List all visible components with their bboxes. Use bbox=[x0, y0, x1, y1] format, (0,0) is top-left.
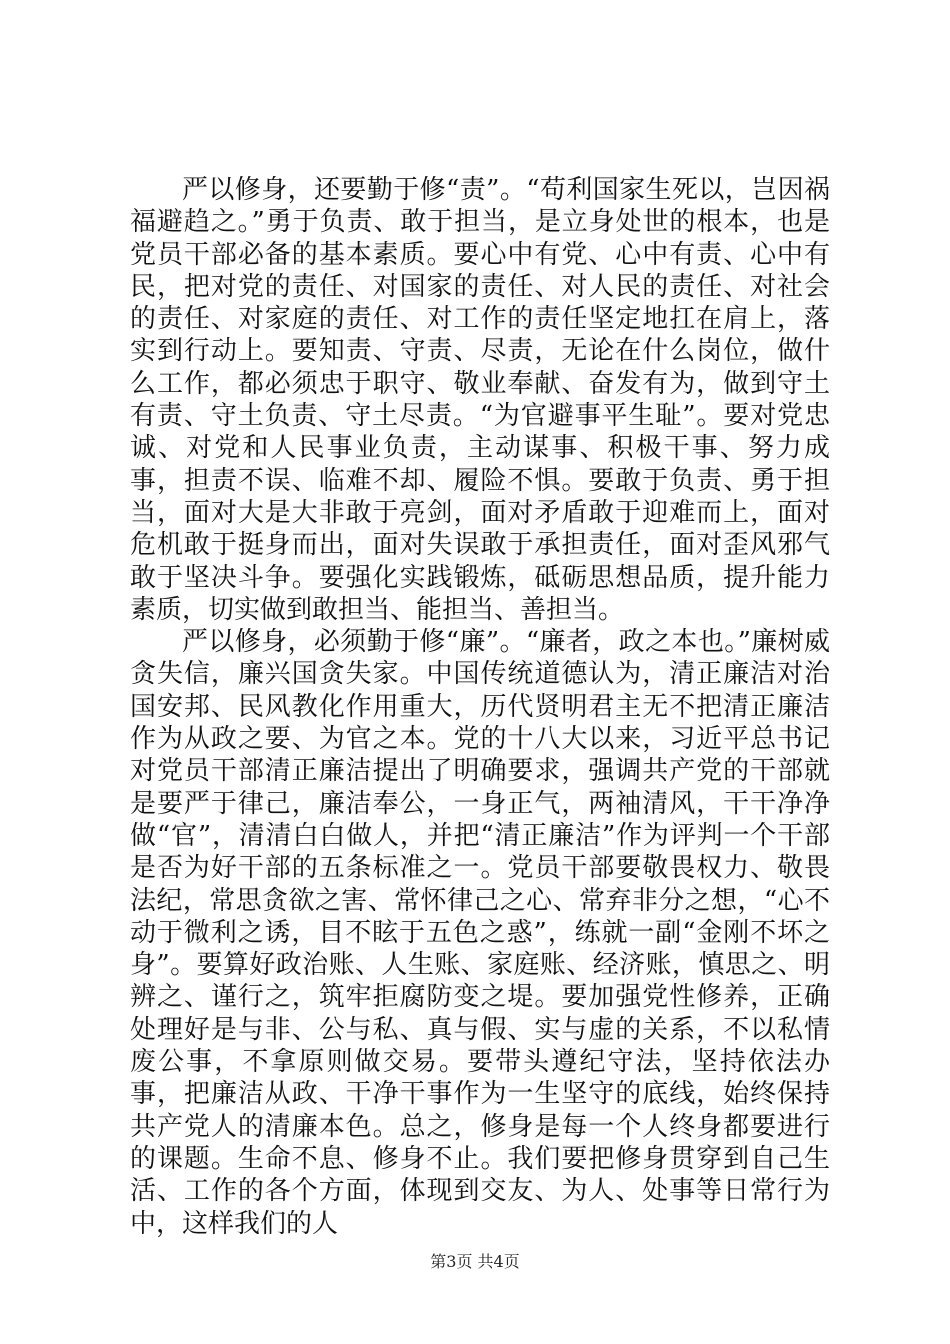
paragraph-responsibility: 严以修身，还要勤于修“责”。“苟利国家生死以，岂因祸福避趋之。”勇于负责、敢于担当，是立身处世的根本，也是党员干部必备的基本素质。要心中有党、心中有责、心中有民，把对党的责任、对国家的责任、对人民的责任、对社会的责任、对家庭的责任、对工作的责任坚定地扛在肩上，落实到行动上。要知责、守责、尽责，无论在什么岗位，做什么工作，都必须忠于职守、敬业奉献、奋发有为，做到守土有责、守土负责、守土尽责。“为官避事平生耻”。要对党忠诚、对党和人民事业负责，主动谋事、积极干事、努力成事，担责不误、临难不却、履险不惧。要敢于负责、勇于担当，面对大是大非敢于亮剑，面对矛盾敢于迎难而上，面对危机敢于挺身而出，面对失误敢于承担责任，面对歪风邪气敢于坚决斗争。要强化实践锻炼，砥砺思想品质，提升能力素质，切实做到敢担当、能担当、善担当。 bbox=[130, 175, 830, 625]
body-text bbox=[130, 174, 830, 1240]
page-number-footer: 第3页 共4页 bbox=[430, 1252, 520, 1271]
paragraph-integrity: 严以修身，必须勤于修“廉”。“廉者，政之本也。”廉树威贪失信，廉兴国贪失家。中国传统道德认为，清正廉洁对治国安邦、民风教化作用重大，历代贤明君主无不把清正廉洁作为从政之要、为官之本。党的十八大以来，习近平总书记对党员干部清正廉洁提出了明确要求，强调共产党的干部就是要严于律己，廉洁奉公，一身正气，两袖清风，干干净净做“官”，清清白白做人，并把“清正廉洁”作为评判一个干部是否为好干部的五条标准之一。党员干部要敬畏权力、敬畏法纪，常思贪欲之害、常怀律己之心、常弃非分之想，“心不动于微利之诱，目不眩于五色之惑”，练就一副“金刚不坏之身”。要算好政治账、人生账、家庭账、经济账，慎思之、明辨之、谨行之，筑牢拒腐防变之堤。要加强党性修养，正确处理好是与非、公与私、真与假、实与虚的关系，不以私情废公事，不拿原则做交易。要带头遵纪守法，坚持依法办事，把廉洁从政、干净干事作为一生坚守的底线，始终保持共产党人的清廉本色。总之，修身是每一个人终身都要进行的课题。生命不息、修身不止。我们要把修身贯穿到自己生活、工作的各个方面，体现到交友、为人、处事等日常行为中，这样我们的人 bbox=[130, 627, 830, 1239]
